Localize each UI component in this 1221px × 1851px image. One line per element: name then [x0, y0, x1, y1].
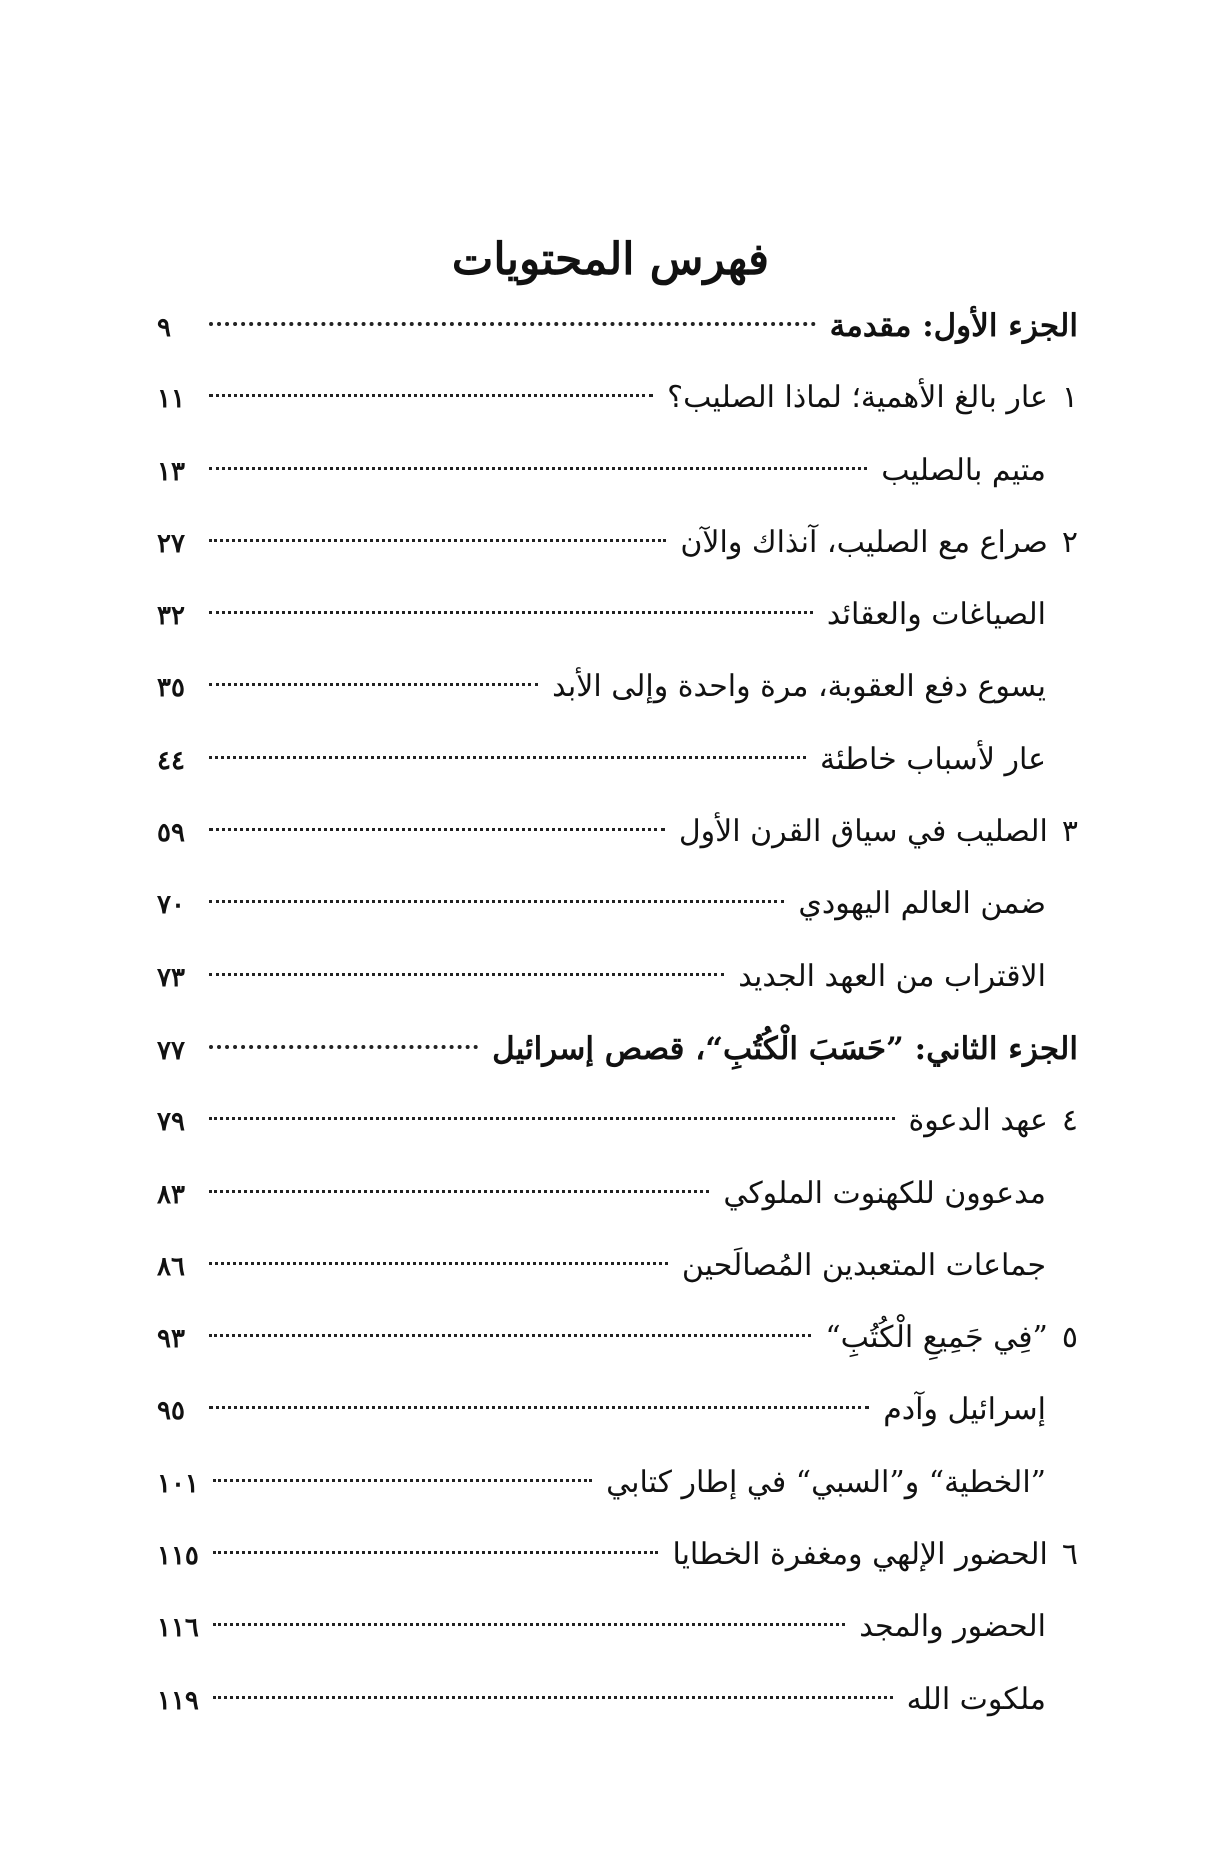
toc-entry	[157, 1085, 1078, 1157]
dot-leader	[213, 1550, 659, 1554]
toc-entry-title	[881, 435, 1078, 507]
page-number: ٩	[157, 313, 171, 343]
dot-leader	[209, 610, 813, 614]
toc-entry-title	[883, 1374, 1078, 1446]
toc-entry-text: عار لأسباب خاطئة	[820, 741, 1046, 777]
dot-leader	[213, 1622, 845, 1626]
toc-entry-text: ”فِي جَمِيعِ الْكُتُبِ“	[825, 1320, 1048, 1356]
toc-entry-title	[679, 796, 1078, 868]
dot-leader	[209, 1333, 811, 1337]
toc-entry-title	[492, 1013, 1078, 1085]
toc-entry-title	[738, 941, 1078, 1013]
dot-leader	[209, 827, 665, 831]
toc-entry	[157, 1230, 1078, 1302]
toc-entry	[157, 1302, 1078, 1374]
toc-entry	[157, 796, 1078, 868]
dot-leader	[213, 1695, 893, 1699]
toc-entry-text: صراع مع الصليب، آنذاك والآن	[680, 524, 1048, 560]
page-number: ١٣	[157, 456, 185, 487]
chapter-number: ٥	[1061, 1320, 1078, 1356]
toc-entry-text: يسوع دفع العقوبة، مرة واحدة وإلى الأبد	[552, 669, 1046, 705]
toc-entry	[157, 1664, 1078, 1736]
toc-entry-text: الصياغات والعقائد	[826, 597, 1046, 633]
dot-leader	[209, 1261, 668, 1265]
toc-entry	[157, 1013, 1078, 1085]
toc-entry-text: الجزء الثاني: ”حَسَبَ الْكُتُبِ“، قصص إسرائيل	[492, 1030, 1078, 1067]
toc-entry-title	[682, 1230, 1078, 1302]
toc-entry-text: عار بالغ الأهمية؛ لماذا الصليب؟	[667, 380, 1048, 416]
dot-leader	[209, 1189, 709, 1193]
page-number: ٩٥	[157, 1396, 185, 1427]
toc-entry	[157, 435, 1078, 507]
toc-entry-title	[667, 362, 1078, 434]
toc-entry-text: عهد الدعوة	[908, 1103, 1048, 1139]
dot-leader	[209, 1405, 869, 1409]
page-number: ٥٩	[157, 818, 185, 849]
toc-entry-title	[909, 1085, 1078, 1157]
toc-entry	[157, 290, 1078, 362]
toc-entry	[157, 941, 1078, 1013]
toc-entry	[157, 651, 1078, 723]
toc-entry-title	[798, 868, 1078, 940]
toc-entry-title	[827, 579, 1078, 651]
page-number: ١٠١	[157, 1468, 199, 1499]
dot-leader	[209, 682, 538, 686]
toc-entry-text: ”الخطية“ و”السبي“ في إطار كتابي	[606, 1464, 1046, 1500]
page-number: ٣٥	[157, 673, 185, 704]
chapter-number: ٣	[1061, 814, 1078, 850]
page-number: ٢٧	[157, 528, 185, 559]
toc-entry-text: مدعوون للكهنوت الملوكي	[723, 1175, 1046, 1211]
page-number: ٧٩	[157, 1107, 185, 1138]
toc-entry-text: الحضور والمجد	[859, 1609, 1046, 1645]
toc-entry	[157, 507, 1078, 579]
toc-entry	[157, 579, 1078, 651]
toc-entry-text: متيم بالصليب	[881, 452, 1046, 488]
toc-entry	[157, 1519, 1078, 1591]
toc-entry-title	[830, 290, 1078, 362]
toc-entry-title	[552, 651, 1078, 723]
toc-entry-text: الجزء الأول: مقدمة	[829, 308, 1078, 344]
dot-leader	[209, 393, 653, 397]
toc-entry-title	[820, 724, 1078, 796]
dot-leader	[213, 1478, 592, 1482]
page-number: ٤٤	[157, 745, 185, 776]
dot-leader	[209, 755, 806, 759]
page-number: ٧٧	[157, 1035, 185, 1066]
toc-entry-title	[672, 1519, 1078, 1591]
toc-entry-title	[723, 1158, 1078, 1230]
table-of-contents	[157, 290, 1078, 1736]
page-number: ١١	[157, 384, 185, 415]
chapter-number: ٢	[1061, 524, 1078, 560]
toc-entry-text: جماعات المتعبدين المُصالَحين	[681, 1247, 1046, 1283]
toc-entry-text: الحضور الإلهي ومغفرة الخطايا	[672, 1537, 1048, 1573]
page-number: ١١٥	[157, 1541, 199, 1572]
page-number: ٧٣	[157, 962, 185, 993]
toc-entry	[157, 1447, 1078, 1519]
chapter-number: ٤	[1061, 1103, 1078, 1139]
toc-entry-title	[859, 1591, 1078, 1663]
dot-leader	[209, 1044, 478, 1049]
dot-leader	[209, 321, 816, 326]
page-title: فهرس المحتويات	[451, 234, 770, 286]
page-number: ٩٣	[157, 1324, 185, 1355]
toc-entry-text: الاقتراب من العهد الجديد	[738, 958, 1046, 994]
toc-entry-title	[907, 1664, 1078, 1736]
chapter-number: ٦	[1061, 1537, 1078, 1573]
toc-entry	[157, 868, 1078, 940]
dot-leader	[209, 1116, 895, 1120]
page-number: ١١٦	[157, 1613, 199, 1644]
dot-leader	[209, 972, 724, 976]
page-number: ١١٩	[157, 1685, 199, 1716]
toc-entry-text: ملكوت الله	[906, 1681, 1046, 1717]
page-number: ٨٦	[157, 1251, 185, 1282]
toc-entry	[157, 1374, 1078, 1446]
toc-entry	[157, 1591, 1078, 1663]
toc-entry-title	[606, 1447, 1078, 1519]
toc-entry-title	[680, 507, 1078, 579]
dot-leader	[209, 466, 867, 470]
dot-leader	[209, 538, 666, 542]
dot-leader	[209, 899, 784, 903]
page-number: ٧٠	[157, 890, 185, 921]
toc-entry	[157, 362, 1078, 434]
toc-entry-text: إسرائيل وآدم	[883, 1392, 1046, 1428]
toc-entry-title	[825, 1302, 1078, 1374]
page-number: ٨٣	[157, 1179, 185, 1210]
toc-entry-text: الصليب في سياق القرن الأول	[678, 814, 1048, 850]
toc-entry-text: ضمن العالم اليهودي	[798, 886, 1046, 922]
toc-entry	[157, 724, 1078, 796]
page-number: ٣٢	[157, 601, 185, 632]
toc-entry	[157, 1158, 1078, 1230]
chapter-number: ١	[1061, 380, 1078, 416]
